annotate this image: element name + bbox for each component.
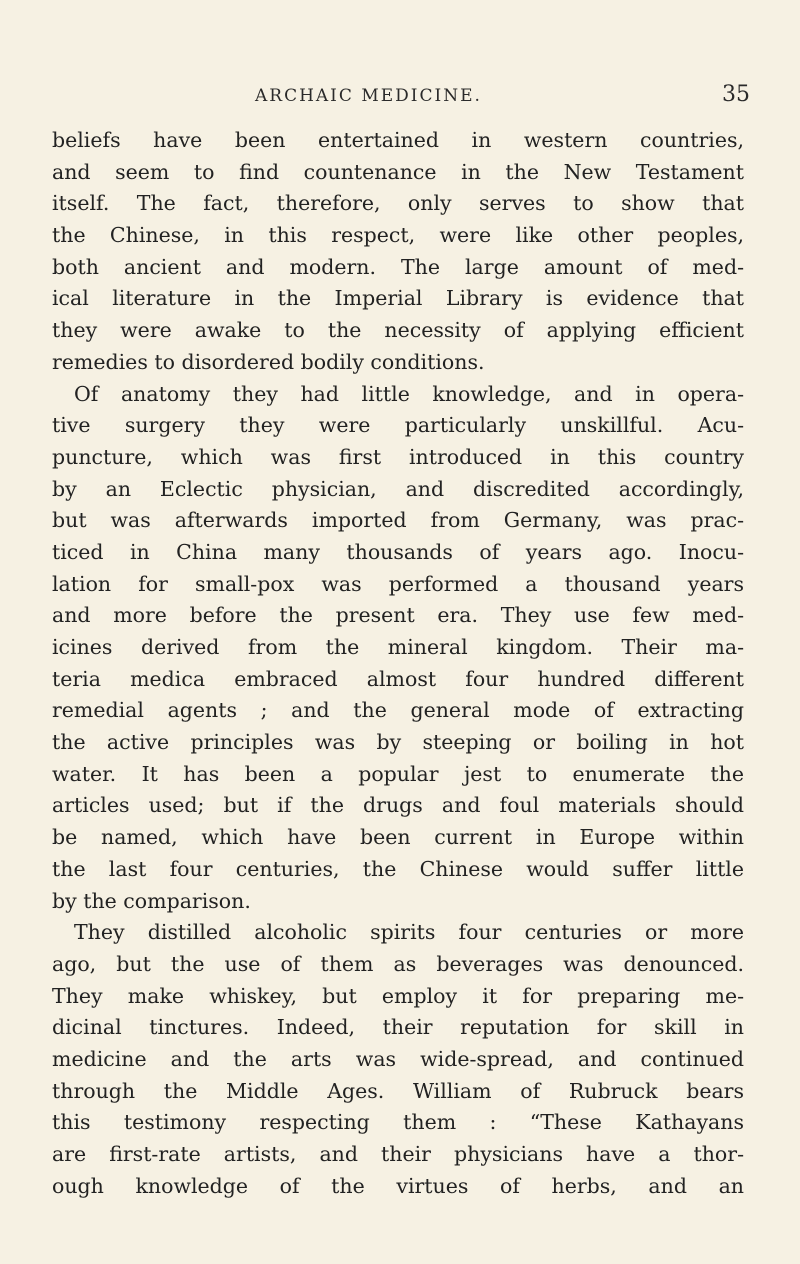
text-line: tive surgery they were particularly unskillful. Acu- — [52, 413, 744, 438]
text-line: lation for small-pox was performed a thousand years — [52, 571, 744, 596]
text-line: Of anatomy they had little knowledge, and in opera- — [74, 381, 744, 406]
page-number: 35 — [722, 82, 750, 107]
text-line: the active principles was by steeping or boiling in hot — [52, 730, 744, 755]
text-line: they were awake to the necessity of applying efficient — [52, 318, 744, 343]
text-line: articles used; but if the drugs and foul materials should — [52, 793, 744, 818]
text-line: remedies to disordered bodily conditions. — [52, 349, 485, 374]
running-title: ARCHAIC MEDICINE. — [255, 86, 482, 106]
text-line: dicinal tinctures. Indeed, their reputation for skill in — [52, 1015, 744, 1040]
text-line: itself. The fact, therefore, only serves to show that — [52, 191, 744, 216]
text-line: by the comparison. — [52, 888, 251, 913]
text-line: water. It has been a popular jest to enumerate the — [52, 761, 744, 786]
text-line: both ancient and modern. The large amount of med- — [52, 254, 744, 279]
text-line: this testimony respecting them : “These Kathayans — [52, 1110, 744, 1135]
text-line: and more before the present era. They use few med- — [52, 603, 744, 628]
paragraph — [52, 379, 744, 918]
body-text — [52, 125, 744, 1202]
text-line: ago, but the use of them as beverages was denounced. — [52, 951, 744, 976]
text-line: through the Middle Ages. William of Rubruck bears — [52, 1078, 744, 1103]
text-line: be named, which have been current in Europe within — [52, 825, 744, 850]
text-line: teria medica embraced almost four hundred different — [52, 666, 744, 691]
text-line: and seem to find countenance in the New Testament — [52, 159, 744, 184]
text-line: by an Eclectic physician, and discredited accordingly, — [52, 476, 744, 501]
text-line: ical literature in the Imperial Library is evidence that — [52, 286, 744, 311]
text-line: puncture, which was first introduced in this country — [52, 444, 744, 469]
paragraph — [52, 917, 744, 1202]
text-line: but was afterwards imported from Germany, was prac- — [52, 508, 744, 533]
text-line: are first-rate artists, and their physicians have a thor- — [52, 1142, 744, 1166]
paragraph — [52, 125, 744, 379]
text-line: ticed in China many thousands of years ago. Inocu- — [52, 539, 744, 564]
text-line: remedial agents ; and the general mode of extracting — [52, 698, 744, 723]
text-line: They distilled alcoholic spirits four centuries or more — [74, 920, 744, 945]
text-line: They make whiskey, but employ it for preparing me- — [52, 983, 744, 1008]
text-line: ough knowledge of the virtues of herbs, and an — [52, 1173, 744, 1198]
text-line: the last four centuries, the Chinese would suffer little — [52, 856, 744, 881]
text-line: medicine and the arts was wide-spread, and continued — [52, 1046, 744, 1071]
text-line: beliefs have been entertained in western countries, — [52, 128, 744, 152]
text-line: the Chinese, in this respect, were like other peoples, — [52, 223, 744, 248]
text-line: icines derived from the mineral kingdom. Their ma- — [52, 635, 744, 659]
running-head — [0, 80, 800, 120]
